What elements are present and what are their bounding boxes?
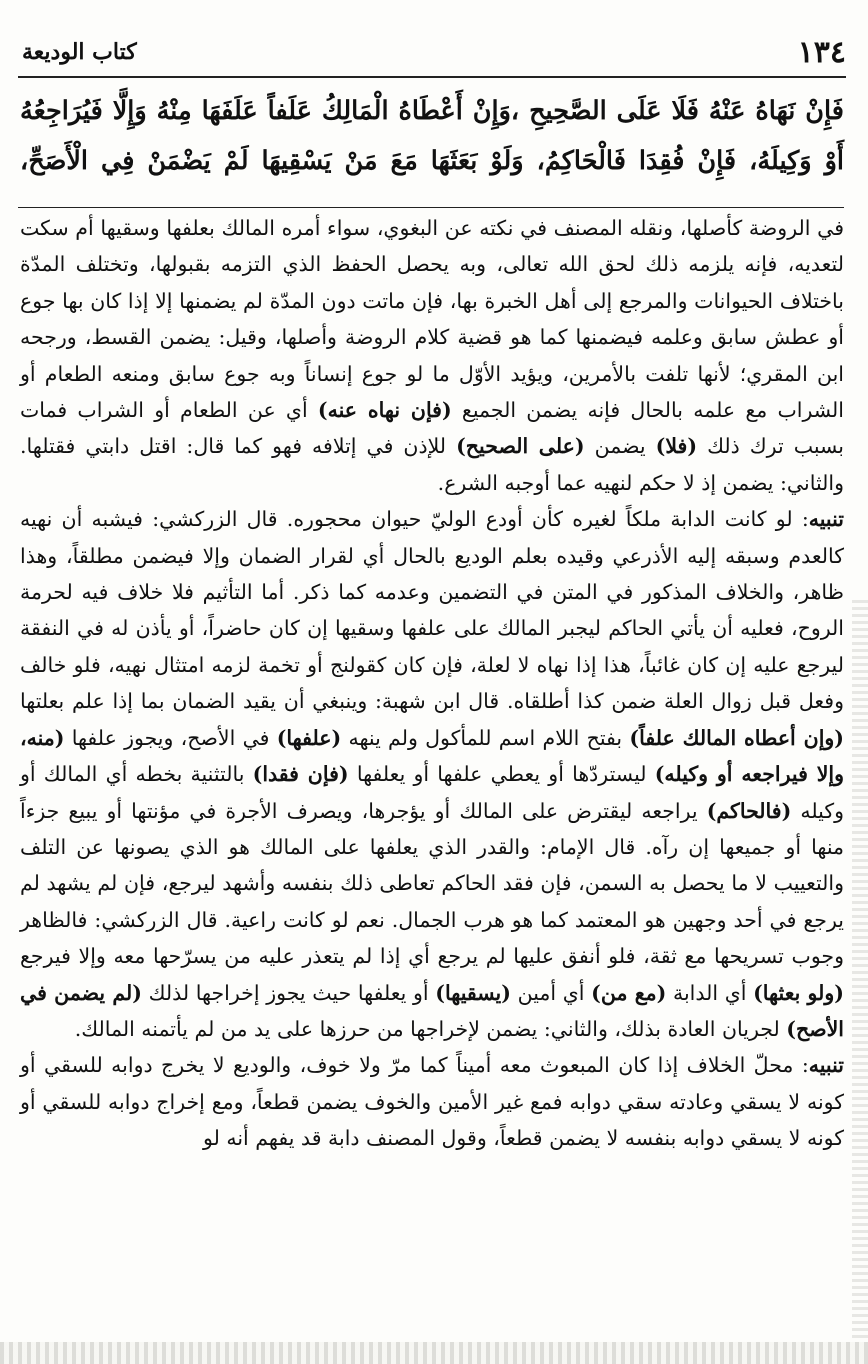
commentary bbox=[20, 210, 844, 1157]
quoted-matn: (فلا) bbox=[655, 434, 698, 459]
quoted-matn: (مع من) bbox=[591, 980, 667, 1005]
quoted-matn: (لم يضمن في الأصح) bbox=[20, 980, 844, 1041]
commentary-paragraph-3: تنبيه: محلّ الخلاف إذا كان المبعوث معه أميناً كما مرّ ولا خوف، والوديع لا يخرج دوابه للسقي أو كونه لا يسقي وعادته سقي دوابه فمع غير الأمين والخوف يضمن قطعاً، ومع إخراج دوابه للسقي أو كونه لا يسقي دوابه بنفسه لا يضمن قطعاً، وقول المصنف دابة قد يفهم أنه لو bbox=[20, 1053, 844, 1151]
commentary-paragraph-2: تنبيه: لو كانت الدابة ملكاً لغيره كأن أودع الوليّ حيوان محجوره. قال الزركشي: فيشبه أن نهيه كالعدم وسبقه إليه الأذرعي وقيده بعلم الوديع بالحال أي لقرار الضمان وإلا فيضمن مطلقاً، وهذا ظاهر، والخلاف المذكور في المتن في التضمين وعدمه كما ذكر. أما التأثيم فلا خلاف فيه لحرمة الروح، فعليه أن يأتي الحاكم ليجبر المالك على علفها وسقيها إن كان حاضراً، أو يأذن له في النفقة ليرجع عليه إن كان غائباً، هذا إذا نهاه لا لعلة، فإن كان كقولنج أو تخمة لزمه امتثال نهيه، فلو خالف وفعل قبل زوال العلة ضمن كذا أطلقاه. قال ابن شهبة: وينبغي أن يقيد الضمان بما إذا علم بعلتها (وإن أعطاه المالك علفاً) بفتح اللام اسم للمأكول ولم ينهه (علفها) في الأصح، ويجوز علفها (منه، وإلا فيراجعه أو وكيله) ليستردّها أو يعطي علفها أو يعلفها (فإن فقدا) بالتثنية بخطه أي المالك أو وكيله (فالحاكم) يراجعه ليقترض على المالك أو يؤجرها، ويصرف الأجرة في مؤنتها أو يبيع جزءاً منها أو جميعها إن رآه. قال الإمام: والقدر الذي يعلفها على المالك هو الذي يصونها عن التلف والتعييب لا ما يحصل به السمن، فإن فقد الحاكم تعاطى ذلك بنفسه وأشهد ليرجع، فإن لم يشهد لم يرجع في أحد وجهين هو المعتمد كما هو هرب الجمال. نعم لو كانت راعية. قال الزركشي: فالظاهر وجوب تسريحها مع ثقة، فلو أنفق عليها لم يرجع أي إذا لم يتعذر عليه من يسرّحها معه وإلا فيرجع (ولو بعثها) أي الدابة (مع من) أي أمين (يسقيها) أو يعلفها حيث يجوز إخراجها لذلك (لم يضمن في الأصح) لجريان العادة بذلك، والثاني: يضمن لإخراجها من حرزها على يد من لم يأتمنه المالك. bbox=[20, 507, 845, 1041]
matn-divider bbox=[18, 207, 844, 208]
commentary-paragraph-1: في الروضة كأصلها، ونقله المصنف في نكته عن البغوي، سواء أمره المالك بعلفها وسقيها أم سكت لتعديه، فإنه يلزمه ذلك لحق الله تعالى، وبه يحصل الحفظ الذي التزمه بقبولها، وتختلف المدّة باختلاف الحيوانات والمرجع إلى أهل الخبرة بها، فإن ماتت دون المدّة لم يضمنها إلا إذا كان بها جوع أو عطش سابق وعلمه فيضمنها كما هو قضية كلام الروضة وأصلها، وقيل: يضمن القسط، ورجحه ابن المقري؛ لأنها تلفت بالأمرين، ويؤيد الأوّل ما لو جوع إنساناً وبه جوع سابق ومنعه الطعام أو الشراب مع علمه بالحال فإنه يضمن الجميع (فإن نهاه عنه) أي عن الطعام أو الشراب فمات بسبب ترك ذلك (فلا) يضمن (على الصحيح) للإذن في إتلافه فهو كما قال: اقتل دابتي فقتلها. والثاني: يضمن إذ لا حكم لنهيه عما أوجبه الشرع. bbox=[20, 216, 845, 495]
quoted-matn: (علفها) bbox=[276, 725, 342, 750]
quoted-matn: (وإن أعطاه المالك علفاً) bbox=[629, 725, 844, 750]
matn-text: فَإِنْ نَهَاهُ عَنْهُ فَلَا عَلَى الصَّحِيحِ ،وَإِنْ أَعْطَاهُ الْمَالِكُ عَلَفاً عَلَفَهَا مِنْهُ وَإِلَّا فَيُرَاجِعُهُ أَوْ وَكِيلَهُ، فَإِنْ فُقِدَا فَالْحَاكِمُ، وَلَوْ بَعَثَهَا مَعَ مَنْ يَسْقِيهَا لَمْ يَضْمَنْ فِي الْأَصَحِّ، bbox=[20, 96, 844, 176]
page-header bbox=[22, 30, 846, 74]
quoted-matn: (منه، وإلا فيراجعه أو وكيله) bbox=[20, 725, 844, 787]
scan-edge-right bbox=[852, 600, 868, 1340]
quoted-matn: (يسقيها) bbox=[435, 980, 511, 1005]
book-title: كتاب الوديعة bbox=[22, 39, 137, 65]
page-number: ١٣٤ bbox=[797, 34, 846, 70]
quoted-matn: (فإن فقدا) bbox=[252, 762, 349, 787]
header-divider bbox=[18, 76, 846, 78]
note-label: تنبيه bbox=[808, 1053, 844, 1078]
quoted-matn: (على الصحيح) bbox=[456, 434, 585, 459]
note-label: تنبيه bbox=[808, 507, 844, 532]
quoted-matn: (فإن نهاه عنه) bbox=[317, 398, 452, 423]
quoted-matn: (فالحاكم) bbox=[706, 798, 792, 823]
scan-edge-bottom bbox=[0, 1342, 868, 1364]
quoted-matn: (ولو بعثها) bbox=[753, 980, 844, 1005]
